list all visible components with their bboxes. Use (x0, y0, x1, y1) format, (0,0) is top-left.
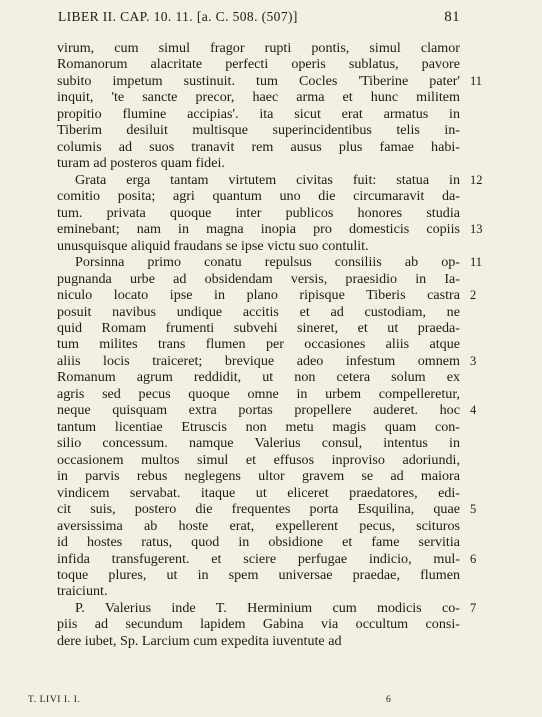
margin-section-number: 2 (470, 288, 477, 303)
text-line: vindicem servabat. itaque ut eliceret praedatores, edi- (57, 484, 460, 501)
text-line: virum, cum simul fragor rupti pontis, simul clamor (57, 40, 460, 56)
text-line: niculo locato ipse in plano ripisque Tiberis castra (57, 287, 460, 304)
margin-section-number: 11 (470, 255, 483, 270)
text-line: propitio flumine accipias'. ita sicut erat armatus in (57, 105, 460, 122)
text-line: tum. privata quoque inter publicos honores studia (57, 204, 460, 221)
text-line: unusquisque aliquid fraudans se ipse victu suo contulit. (57, 237, 369, 254)
running-head: LIBER II. CAP. 10. 11. [a. C. 508. (507)] (58, 9, 298, 24)
text-line: posuit navibus undique accitis et ad custodiam, ne (57, 303, 460, 320)
text-line: silio concessum. namque Valerius consul, intentus in (57, 435, 460, 452)
text-line: cit suis, postero die frequentes porta Esquilina, quae (57, 501, 460, 518)
page-number: 81 (444, 9, 460, 25)
footer-signature: T. LIVI I. I. (28, 695, 81, 705)
text-line: aversissima ab hoste erat, expellerent pecus, scituros (57, 517, 460, 534)
text-line: turam ad posteros quam fidei. (57, 155, 225, 172)
text-body (57, 40, 460, 649)
text-line: eminebant; nam in magna inopia pro domesticis copiis (57, 221, 460, 238)
text-line: traiciunt. (57, 583, 108, 600)
text-line: tantum licentiae Etruscis non metu magis quam con- (57, 418, 460, 435)
text-line: pugnanda urbe ad obsidendam versis, praesidio in Ia- (57, 270, 460, 287)
text-line: inquit, 'te sancte precor, haec arma et hunc militem (57, 89, 460, 106)
margin-section-number: 4 (470, 403, 477, 418)
text-line: id hostes ratus, quod in obsidione et fame servitia (57, 534, 460, 551)
margin-section-number: 6 (470, 551, 477, 566)
margin-section-number: 11 (470, 73, 483, 88)
text-line: Grata erga tantam virtutem civitas fuit: statua in (75, 171, 460, 188)
text-line: Romanum agrum reddidit, ut non cetera solum ex (57, 369, 460, 386)
page-header (58, 9, 460, 25)
text-line: piis ad secundum lapidem Gabina via occultum consi- (57, 616, 460, 633)
text-line: neque quisquam extra portas propellere auderet. hoc (57, 402, 460, 419)
margin-section-number: 7 (470, 600, 477, 615)
text-line: agris sed pecus quoque omne in urbem compelleretur, (57, 385, 460, 402)
text-line: P. Valerius inde T. Herminium cum modicis co- (75, 599, 460, 616)
margin-section-number: 5 (470, 502, 477, 517)
text-line: columis ad suos tranavit rem ausus plus famae habi- (57, 138, 460, 155)
text-line: occasionem multos simul et effusos inproviso adoriundi, (57, 451, 460, 468)
text-line: toque plures, ut in spem universae praedae, flumen (57, 567, 460, 583)
text-line: aliis locis traiceret; brevique adeo infestum omnem (57, 352, 460, 369)
text-line: quid Romam frumenti subvehi sineret, et ut praeda- (57, 319, 460, 336)
text-line: in parvis rebus neglegens ultor gravem se ad maiora (57, 468, 460, 485)
text-line: Tiberim desiluit multisque superincidentibus telis in- (57, 122, 460, 139)
text-line: tum milites trans flumen per occasiones aliis atque (57, 336, 460, 353)
margin-section-number: 12 (470, 172, 483, 187)
text-line: subito impetum sustinuit. tum Cocles 'Tiberine pater' (57, 72, 460, 89)
text-line: comitio posita; agri quantum uno die circumaravit da- (57, 188, 460, 205)
text-line: Porsinna primo conatu repulsus consiliis ab op- (75, 254, 460, 271)
margin-section-number: 3 (470, 353, 477, 368)
footer-sheet-number: 6 (386, 695, 392, 705)
margin-section-number: 13 (470, 222, 483, 237)
text-line: dere iubet, Sp. Larcium cum expedita iuventute ad (57, 632, 342, 649)
text-line: infida transfugerent. et sciere perfugae indicio, mul- (57, 550, 460, 567)
text-line: Romanorum alacritate perfecti operis sublatus, pavore (57, 56, 460, 73)
